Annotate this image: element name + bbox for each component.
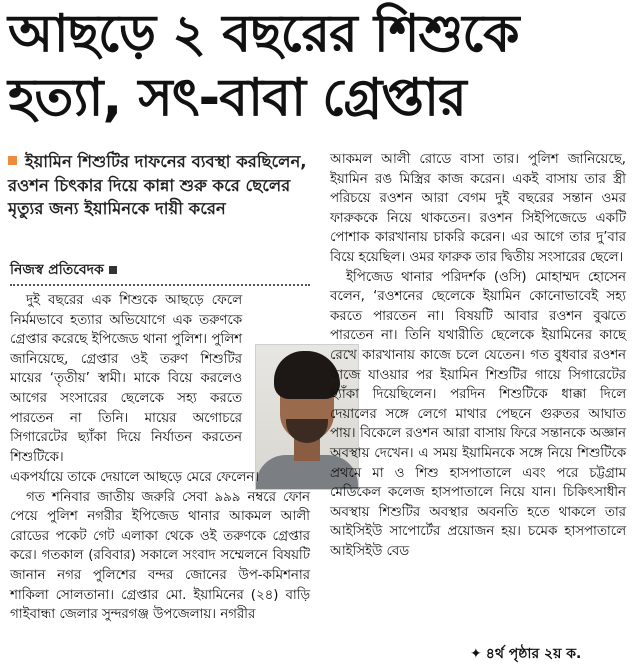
orange-square-bullet-icon [8, 156, 17, 165]
paragraph-1-end: একপর্যায়ে তাকে দেয়ালে আছড়ে মেরে ফেলেন। [10, 470, 259, 485]
left-column-top [10, 291, 242, 467]
continued-text: ৪র্থ পৃষ্ঠার ২য় ক. [485, 646, 582, 662]
paragraph-3: ইপিজেড থানার পরিদর্শক (ওসি) মোহাম্মদ হোসেন বলেন, ‘রওশনের ছেলেকে ইয়ামিন কোনোভাবেই সহ্য করতে পারতেন না। বিষয়টি আবার রওশন বুঝতে পারতেন না। তিনি যথারীতি ছেলেকে ইয়ামিনের কাছে রেখে কারখানায় কাজে চলে যেতেন। গত বুধবার রওশন কাজে যাওয়ার পর ইয়ামিন শিশুটির গায়ে সিগারেটের ছ্যাঁকা দিয়েছিলেন। পরদিন শিশুটিকে ধাক্কা দিলে দেয়ালের সঙ্গে লেগে মাথার পেছনে গুরুতর আঘাত পায়। বিকেলে রওশন আরা বাসায় ফিরে সন্তানকে অজ্ঞান অবস্থায় দেখেন। এ সময় ইয়ামিনকে সঙ্গে নিয়ে শিশুটিকে প্রথমে মা ও শিশু হাসপাতালে এবং পরে চট্টগ্রাম মেডিকেল কলেজ হাসপাতালে নিয়ে যান। চিকিৎসাধীন অবস্থায় শিশুটির অবস্থার অবনতি হতে থাকলে তার আইসিইউ সাপোর্টের প্রয়োজন হয়। চমেক হাসপাতালে আইসিইউ বেড [330, 269, 626, 559]
paragraph-2-cont: আকমল আলী রোডে বাসা তার। পুলিশ জানিয়েছে, ইয়ামিন রঙ মিস্ত্রির কাজ করেন। একই বাসায় তার স্ত্রী পরিচয়ে রওশন আরা বেগম দুই বছরের সন্তান ওমর ফারুককে নিয়ে থাকতেন। রওশন সিইপিজেডে একটি পোশাক কারখানায় চাকরি করেন। এর আগে তার দু’বার বিয়ে হয়েছিল। ওমর ফারুক তার দ্বিতীয় সংসারের ছেলে। [330, 152, 626, 265]
lede [8, 150, 320, 221]
byline-text: নিজস্ব প্রতিবেদক [10, 262, 104, 278]
headline [8, 2, 628, 130]
square-marker-icon [109, 266, 117, 274]
headline-line-1: আছড়ে ২ বছরের শিশুকে [8, 4, 519, 64]
headline-line-2: হত্যা, সৎ-বাবা গ্রেপ্তার [8, 68, 466, 128]
photo-beard [286, 419, 328, 443]
right-column [330, 150, 626, 561]
four-point-star-icon: ✦ [470, 646, 482, 662]
lede-text: ইয়ামিন শিশুটির দাফনের ব্যবস্থা করছিলেন, রওশন চিৎকার দিয়ে কান্না শুরু করে ছেলের মৃত্যুর জন্য ইয়ামিনকে দায়ী করেন [8, 152, 307, 218]
paragraph-2: গত শনিবার জাতীয় জরুরি সেবা ৯৯৯ নম্বরে ফোন পেয়ে পুলিশ নগরীর ইপিজেড থানার আকমল আলী রোডের পকেট গেট এলাকা থেকে ওই তরুণকে গ্রেপ্তার করে। গতকাল (রবিবার) সকালে সংবাদ সম্মেলনে বিষয়টি জানান নগর পুলিশের বন্দর জোনের উপ-কমিশনার শাকিলা সোলতানা। গ্রেপ্তার মো. ইয়ামিনের (২৪) বাড়ি গাইবান্ধা জেলার সুন্দরগঞ্জ উপজেলায়। নগরীর [10, 489, 310, 623]
paragraph-1: দুই বছরের এক শিশুকে আছড়ে ফেলে নির্মমভাবে হত্যার অভিযোগে এক তরুণকে গ্রেপ্তার করেছে ইপিজেড থানা পুলিশ। পুলিশ জানিয়েছে, গ্রেপ্তার ওই তরুণ শিশুটির মায়ের ‘তৃতীয়’ স্বামী। মাকে বিয়ে করলেও আগের সংসারের ছেলেকে সহ্য করতে পারতেন না তিনি। মায়ের অগোচরে সিগারেটের ছ্যাঁকা দিয়ে নির্যাতন করতেন শিশুটিকে। [10, 293, 242, 465]
left-column-bottom [10, 468, 310, 625]
dotted-divider [10, 284, 310, 286]
byline [10, 258, 117, 282]
continued-on-page[interactable] [470, 642, 581, 666]
